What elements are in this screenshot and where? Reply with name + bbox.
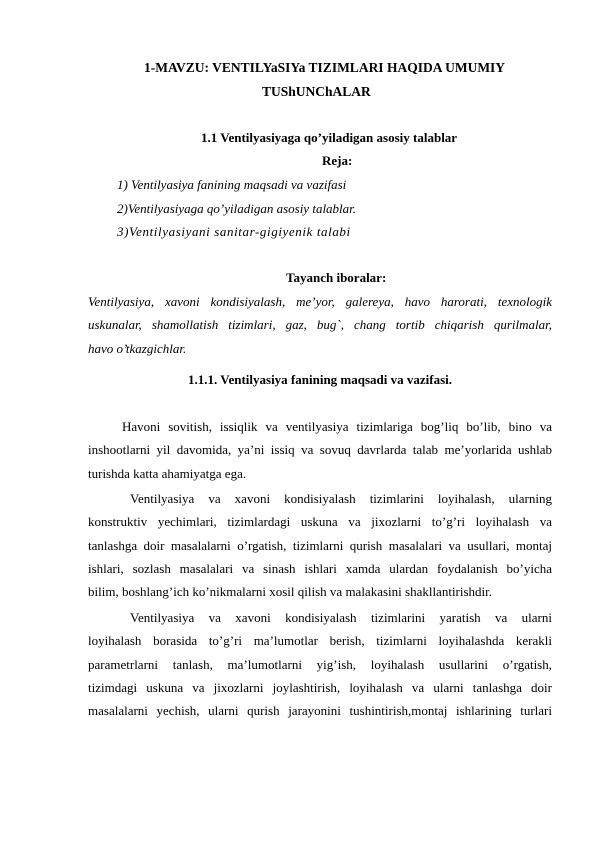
subsection-heading: 1.1.1. Ventilyasiya fanining maqsadi va vazifasi. — [188, 372, 453, 387]
paragraph-line: bilim, boshlang’ich ko’nikmalarni xosil qilish va malakasini shakllantirishdir. — [88, 584, 493, 600]
paragraph-line: konstruktiv yechimlari, tizimlardagi uskuna va jixozlarni to’g’ri loyihalash va — [88, 514, 552, 530]
keywords-heading: Tayanch iboralar: — [286, 270, 387, 285]
keywords-line: Ventilyasiya, xavoni kondisiyalash, me’yor, galereya, havo harorati, texnologik — [88, 294, 552, 309]
paragraph-line: tanlashga doir masalalarni o’rgatish, tizimlarni qurish masalalari va usullari, montaj — [88, 537, 552, 553]
paragraph-line: Ventilyasiya va xavoni kondisiyalash tizimlarini yaratish va ularni — [130, 610, 552, 625]
paragraph-1 — [88, 419, 552, 489]
paragraph-line: ishlari, sozlash masalalari va sinash ishlari xamda ulardan foydalanish bo’yicha — [88, 560, 552, 576]
title-line-1: 1-MAVZU: VENTILYaSIYa TIZIMLARI HAQIDA UMUMIY — [144, 60, 506, 75]
section-heading: 1.1 Ventilyasiyaga qo’yiladigan asosiy talablar — [201, 130, 458, 145]
paragraph-3 — [88, 610, 552, 726]
paragraph-line: turishda katta ahamiyatga ega. — [88, 465, 247, 481]
plan-item-3: 3)Ventilyasiyani sanitar-gigiyenik talabi — [117, 224, 351, 239]
plan-item-2: 2)Ventilyasiyaga qo’yiladigan asosiy talablar. — [117, 201, 357, 216]
paragraph-line: inshootlarni yil davomida, ya’ni issiq va sovuq davrlarda talab me’yorlarida ushlab — [88, 442, 552, 458]
paragraph-line: loyihalash borasida to’g’ri ma’lumotlar berish, tizimlarni loyihalashda kerakli — [88, 633, 552, 649]
plan-label: Reja: — [322, 153, 353, 168]
keywords-text — [88, 294, 552, 364]
paragraph-line: parametrlarni tanlash, ma’lumotlarni yig’ish, loyihalash usullarini o’rgatish, — [88, 656, 552, 672]
paragraph-line: Ventilyasiya va xavoni kondisiyalash tizimlarini loyihalash, ularning — [130, 491, 552, 506]
plan-item-1: 1) Ventilyasiya fanining maqsadi va vazifasi — [117, 177, 347, 192]
paragraph-line: tizimdagi uskuna va jixozlarni joylashtirish, loyihalash va ularni tanlashga doir — [88, 679, 552, 695]
keywords-line: uskunalar, shamollatish tizimlari, gaz, bug`, chang tortib chiqarish qurilmalar, — [88, 317, 552, 333]
keywords-line: havo o’tkazgichlar. — [88, 340, 187, 356]
title-line-2: TUShUNChALAR — [262, 84, 371, 99]
paragraph-line: Havoni sovitish, issiqlik va ventilyasiya tizimlariga bog’liq bo’lib, bino va — [122, 419, 552, 434]
paragraph-2 — [88, 491, 552, 607]
paragraph-line: masalalarni yechish, ularni qurish jarayonini tushintirish,montaj ishlarining turlari — [88, 703, 552, 719]
